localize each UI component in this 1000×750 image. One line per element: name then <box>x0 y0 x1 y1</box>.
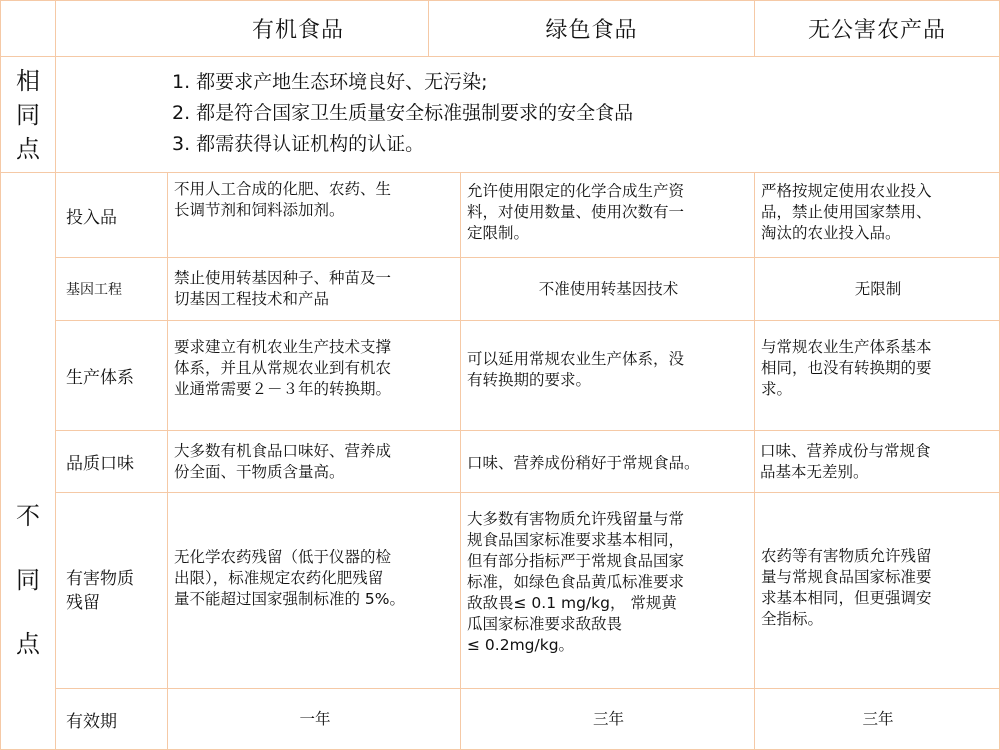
grid-line <box>0 56 1000 57</box>
cell-pollution-free-inputs: 严格按规定使用农业投入 品，禁止使用国家禁用、 淘汰的农业投入品。 <box>761 182 932 242</box>
cell-pollution-free-validity: 三年 <box>862 709 894 728</box>
similarities-points <box>172 68 972 168</box>
cell-organic-genetic: 禁止使用转基因种子、种苗及一 切基因工程技术和产品 <box>174 269 392 308</box>
cell-organic-validity: 一年 <box>299 709 331 728</box>
similarity-point: 1. 都要求产地生态环境良好、无污染; <box>172 71 488 93</box>
similarities-label-char: 点 <box>16 134 40 163</box>
differences-label <box>1 490 55 670</box>
differences-label-char: 不 <box>16 502 40 530</box>
similarities-label-char: 相 <box>16 66 40 95</box>
similarity-point: 2. 都是符合国家卫生质量安全标准强制要求的安全食品 <box>172 102 634 124</box>
header-pollution-free: 无公害农产品 <box>807 17 946 43</box>
cell-green-validity: 三年 <box>592 709 624 728</box>
row-category-genetic: 基因工程 <box>66 282 122 298</box>
cell-green-quality: 口味、营养成份稍好于常规食品。 <box>467 454 700 472</box>
similarities-label-char: 同 <box>16 100 40 129</box>
cell-green-inputs: 允许使用限定的化学合成生产资 料，对使用数量、使用次数有一 定限制。 <box>467 182 685 242</box>
cell-pollution-free-quality: 口味、营养成份与常规食 品基本无差别。 <box>760 441 931 481</box>
differences-label-char: 点 <box>16 630 40 658</box>
header-green: 绿色食品 <box>545 17 638 43</box>
row-category-quality: 品质口味 <box>66 454 134 474</box>
cell-green-production: 可以延用常规农业生产体系，没 有转换期的要求。 <box>467 349 685 389</box>
row-category-production: 生产体系 <box>66 368 134 388</box>
cell-green-residue: 大多数有害物质允许残留量与常 规食品国家标准要求基本相同， 但有部分指标严于常规食品国家 标准，如绿色食品黄瓜标准要求 敌敌畏≤ 0.1 mg/kg， 常规黄 瓜国家标准要求敌敌畏 ≤ 0.2mg/kg。 <box>467 510 685 654</box>
row-category-inputs: 投入品 <box>66 207 117 228</box>
cell-organic-production: 要求建立有机农业生产技术支撑 体系，并且从常规农业到有机农 业通常需要２－３年的转换期。 <box>174 338 392 398</box>
cell-organic-quality: 大多数有机食品口味好、营养成 份全面、干物质含量高。 <box>174 441 392 481</box>
header-organic: 有机食品 <box>251 17 344 43</box>
similarities-label <box>1 57 55 172</box>
row-category-validity: 有效期 <box>66 711 117 732</box>
differences-label-char: 同 <box>16 566 40 594</box>
cell-green-genetic: 不准使用转基因技术 <box>538 279 679 298</box>
cell-pollution-free-production: 与常规农业生产体系基本 相同，也没有转换期的要 求。 <box>761 338 932 398</box>
similarity-point: 3. 都需获得认证机构的认证。 <box>172 133 425 155</box>
cell-pollution-free-residue: 农药等有害物质允许残留 量与常规食品国家标准要 求基本相同，但更强调安 全指标。 <box>761 546 932 628</box>
row-category-residue: 有害物质 残留 <box>66 568 134 613</box>
cell-organic-inputs: 不用人工合成的化肥、农药、生 长调节剂和饲料添加剂。 <box>174 180 392 219</box>
cell-pollution-free-genetic: 无限制 <box>854 279 902 298</box>
cell-organic-residue: 无化学农药残留（低于仪器的检 出限），标准规定农药化肥残留 量不能超过国家强制标准的 5%。 <box>174 548 406 608</box>
